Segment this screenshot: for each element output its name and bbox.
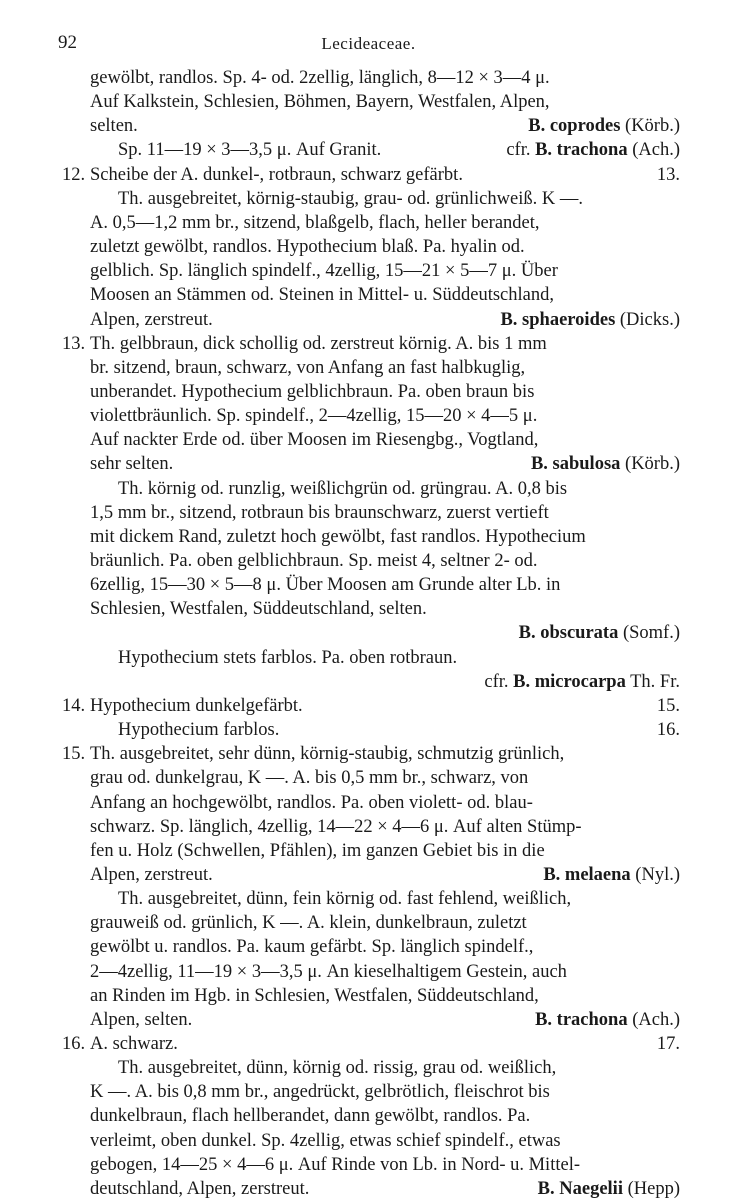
text-line [0, 525, 737, 549]
species-author: Th. Fr. [625, 671, 680, 692]
line-text: 6zellig, 15—30 × 5—8 μ. Über Moosen am Grunde alter Lb. in [90, 575, 561, 596]
line-text: Auf nackter Erde od. über Moosen im Riesengbg., Vogtland, [90, 430, 539, 451]
line-text: Alpen, zerstreut. [90, 309, 213, 330]
species-name [519, 621, 680, 645]
species-name [500, 308, 680, 332]
line-text: A. schwarz. [90, 1034, 178, 1054]
text-line [0, 815, 737, 839]
line-text: Th. ausgebreitet, dünn, körnig od. rissig, grau od. weißlich, [118, 1058, 557, 1079]
line-text: Anfang an hochgewölbt, randlos. Pa. oben violett- od. blau- [90, 792, 533, 813]
couplet-number: 15. [62, 744, 86, 765]
text-line [0, 308, 737, 332]
line-text: Schlesien, Westfalen, Süddeutschland, selten. [90, 599, 427, 620]
line-text: Auf Kalkstein, Schlesien, Böhmen, Bayern, Westfalen, Alpen, [90, 92, 550, 113]
page-number: 92 [58, 32, 77, 53]
couplet-number: 12. [62, 164, 86, 185]
species-author: (Ach.) [627, 140, 680, 161]
species-author: (Ach.) [627, 1009, 680, 1030]
species-epithet: B. coprodes [528, 116, 621, 137]
text-line [0, 887, 737, 911]
text-line [0, 1080, 737, 1104]
line-text: an Rinden im Hgb. in Schlesien, Westfalen, Süddeutschland, [90, 985, 539, 1006]
line-text: gebogen, 14—25 × 4—6 μ. Auf Rinde von Lb. in Nord- u. Mittel- [90, 1154, 580, 1175]
species-epithet: B. sabulosa [530, 454, 621, 475]
species-name [531, 452, 680, 476]
text-line [0, 621, 737, 645]
line-text: A. 0,5—1,2 mm br., sitzend, blaßgelb, flach, heller berandet, [90, 212, 540, 233]
couplet-number: 14. [62, 695, 86, 716]
couplet-reference: 15. [656, 695, 680, 716]
text-line [0, 1032, 737, 1056]
text-line [0, 549, 737, 573]
species-epithet: B. Naegelii [537, 1178, 623, 1199]
species-name [535, 1008, 680, 1032]
species-name [528, 114, 680, 138]
line-text: grau od. dunkelgrau, K —. A. bis 0,5 mm br., schwarz, von [90, 768, 529, 789]
line-text: Sp. 11—19 × 3—3,5 μ. Auf Granit. [118, 140, 382, 161]
text-line [0, 1056, 737, 1080]
species-author: (Hepp) [622, 1178, 680, 1199]
text-line [0, 718, 737, 742]
line-text: Th. ausgebreitet, körnig-staubig, grau- od. grünlichweiß. K —. [118, 188, 583, 209]
line-text: violettbräunlich. Sp. spindelf., 2—4zellig, 15—20 × 4—5 μ. [90, 406, 538, 427]
text-line [0, 1008, 737, 1032]
species-author: (Nyl.) [630, 864, 680, 885]
line-text: gelblich. Sp. länglich spindelf., 4zellig, 15—21 × 5—7 μ. Über [90, 261, 558, 282]
species-epithet: B. trachona [535, 1009, 628, 1030]
text-line [0, 138, 737, 162]
line-text: deutschland, Alpen, zerstreut. [90, 1178, 310, 1199]
running-title: Lecideaceae. [321, 34, 416, 53]
text-line [0, 187, 737, 211]
line-text: schwarz. Sp. länglich, 4zellig, 14—22 × 4—6 μ. Auf alten Stümp- [90, 816, 582, 837]
line-text: 2—4zellig, 11—19 × 3—3,5 μ. An kieselhaltigem Gestein, auch [90, 961, 567, 982]
text-line [0, 380, 737, 404]
line-text: Th. ausgebreitet, sehr dünn, körnig-staubig, schmutzig grünlich, [90, 744, 565, 765]
couplet-reference: 17. [656, 1034, 680, 1054]
species-author: (Körb.) [620, 454, 680, 475]
line-text: Alpen, zerstreut. [90, 864, 213, 885]
text-line [0, 646, 737, 670]
line-text: Th. ausgebreitet, dünn, fein körnig od. fast fehlend, weißlich, [118, 889, 572, 910]
text-line [0, 114, 737, 138]
couplet-reference: 16. [656, 720, 680, 741]
species-author: (Somf.) [618, 623, 680, 644]
text-line [0, 935, 737, 959]
couplet-number: 16. [62, 1034, 86, 1054]
line-text: br. sitzend, braun, schwarz, von Anfang an fast halbkuglig, [90, 357, 526, 378]
species-epithet: B. melaena [543, 864, 631, 885]
species-epithet: B. sphaeroides [500, 309, 616, 330]
species-author: (Körb.) [620, 116, 680, 137]
cfr-prefix: cfr. [484, 671, 514, 692]
line-text: grauweiß od. grünlich, K —. A. klein, dunkelbraun, zuletzt [90, 913, 527, 934]
line-text: Hypothecium stets farblos. Pa. oben rotbraun. [118, 647, 458, 668]
text-line [0, 597, 737, 621]
line-text: verleimt, oben dunkel. Sp. 4zellig, etwas schief spindelf., etwas [90, 1130, 561, 1151]
species-name [484, 670, 680, 694]
text-line [0, 283, 737, 307]
species-epithet: B. trachona [535, 140, 628, 161]
text-line [0, 1104, 737, 1128]
line-text: Alpen, selten. [90, 1009, 193, 1030]
line-text: K —. A. bis 0,8 mm br., angedrückt, gelbrötlich, fleischrot bis [90, 1082, 550, 1103]
text-line [0, 670, 737, 694]
couplet-number: 13. [62, 333, 86, 354]
line-text: Hypothecium farblos. [118, 720, 280, 741]
text-line [0, 90, 737, 114]
text-line [0, 66, 737, 90]
text-line [0, 163, 737, 187]
text-line [0, 356, 737, 380]
line-text: mit dickem Rand, zuletzt hoch gewölbt, fast randlos. Hypothecium [90, 526, 586, 547]
text-line [0, 1129, 737, 1153]
cfr-prefix: cfr. [506, 140, 536, 161]
text-line [0, 211, 737, 235]
text-line [0, 259, 737, 283]
line-text: Th. gelbbraun, dick schollig od. zerstreut körnig. A. bis 1 mm [90, 333, 547, 354]
text-line [0, 332, 737, 356]
line-text: unberandet. Hypothecium gelblichbraun. Pa. oben braun bis [90, 381, 535, 402]
line-text: sehr selten. [90, 454, 174, 475]
line-text: Moosen an Stämmen od. Steinen in Mittel- u. Süddeutschland, [90, 285, 554, 306]
text-line [0, 863, 737, 887]
line-text: 1,5 mm br., sitzend, rotbraun bis braunschwarz, zuerst vertieft [90, 502, 549, 523]
species-author: (Dicks.) [615, 309, 680, 330]
species-name [538, 1177, 680, 1201]
text-line [0, 1153, 737, 1177]
line-text: gewölbt u. randlos. Pa. kaum gefärbt. Sp. länglich spindelf., [90, 937, 534, 958]
line-text: dunkelbraun, flach hellberandet, dann gewölbt, randlos. Pa. [90, 1106, 531, 1127]
text-line [0, 766, 737, 790]
text-line [0, 477, 737, 501]
species-epithet: B. obscurata [518, 623, 619, 644]
line-text: Hypothecium dunkelgefärbt. [90, 695, 303, 716]
line-text: fen u. Holz (Schwellen, Pfählen), im ganzen Gebiet bis in die [90, 840, 545, 861]
text-line [0, 452, 737, 476]
species-name [506, 138, 680, 162]
line-text: bräunlich. Pa. oben gelblichbraun. Sp. meist 4, seltner 2- od. [90, 551, 538, 571]
species-name [543, 863, 680, 887]
text-line [0, 404, 737, 428]
species-epithet: B. microcarpa [513, 671, 626, 692]
text-line [0, 911, 737, 935]
text-line [0, 235, 737, 259]
line-text: zuletzt gewölbt, randlos. Hypothecium blaß. Pa. hyalin od. [90, 237, 525, 258]
line-text: Th. körnig od. runzlig, weißlichgrün od. grüngrau. A. 0,8 bis [118, 478, 568, 499]
text-line [0, 428, 737, 452]
text-line [0, 839, 737, 863]
line-text: Scheibe der A. dunkel-, rotbraun, schwarz gefärbt. [90, 164, 463, 185]
line-text: selten. [90, 116, 138, 137]
text-line [0, 960, 737, 984]
text-line [0, 1177, 737, 1201]
couplet-reference: 13. [656, 164, 680, 185]
text-line [0, 791, 737, 815]
line-text: gewölbt, randlos. Sp. 4- od. 2zellig, länglich, 8—12 × 3—4 μ. [90, 68, 550, 88]
text-line [0, 573, 737, 597]
text-line [0, 742, 737, 766]
text-line [0, 984, 737, 1008]
text-line [0, 501, 737, 525]
text-line [0, 694, 737, 718]
